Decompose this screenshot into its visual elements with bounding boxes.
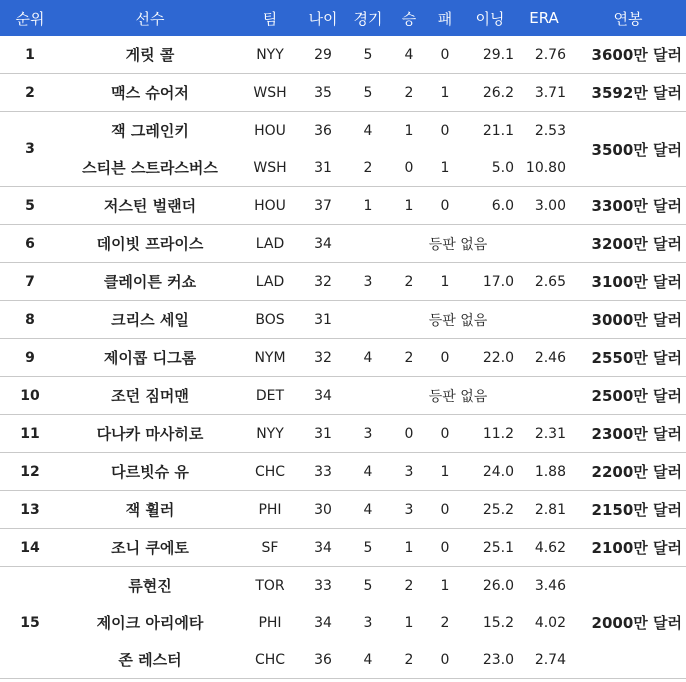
table-row <box>0 339 686 377</box>
table-row <box>0 453 686 491</box>
team-cell: NYY <box>240 36 300 74</box>
player-name: 잭 그레인키 <box>111 122 189 140</box>
losses-cell: 2 <box>440 614 450 631</box>
no-record-cell: 등판 없음 <box>346 377 570 415</box>
table-row <box>0 74 686 112</box>
age-cell: 31 <box>300 149 346 187</box>
salary-cell: 3300만 달러 <box>570 187 686 225</box>
rank-cell: 2 <box>0 74 60 112</box>
age-cell: 34 <box>314 614 332 631</box>
losses-cell: 0 <box>428 339 462 377</box>
wins-cell: 2 <box>390 641 428 679</box>
wins-cell: 1 <box>390 529 428 567</box>
rank-cell: 11 <box>0 415 60 453</box>
rank-cell: 13 <box>0 491 60 529</box>
table-row <box>0 112 686 150</box>
innings-cell: 25.1 <box>462 529 518 567</box>
rank-cell: 5 <box>0 187 60 225</box>
losses-cell: 1 <box>428 453 462 491</box>
rank-cell: 15 <box>0 567 60 679</box>
innings-cell: 26.2 <box>462 74 518 112</box>
header-row <box>0 0 686 36</box>
wins-cell: 2 <box>404 577 414 594</box>
games-cell: 5 <box>363 577 373 594</box>
player-name: 존 레스터 <box>60 641 240 679</box>
player-name: 맥스 슈어저 <box>60 74 240 112</box>
wins-cell: 3 <box>390 491 428 529</box>
innings-cell: 25.2 <box>462 491 518 529</box>
games-cell: 4 <box>346 453 390 491</box>
team-cell: TOR <box>255 577 285 594</box>
header-salary: 연봉 <box>570 0 686 36</box>
team-cell: SF <box>240 529 300 567</box>
age-cell: 31 <box>300 415 346 453</box>
salary-cell: 3500만 달러 <box>570 112 686 187</box>
era-cell: 2.65 <box>518 263 570 301</box>
table-row <box>0 529 686 567</box>
player-name: 다나카 마사히로 <box>60 415 240 453</box>
table-row <box>0 377 686 415</box>
wins-cell: 2 <box>390 339 428 377</box>
innings-cell: 5.0 <box>462 149 518 187</box>
losses-cell: 0 <box>428 187 462 225</box>
table-row <box>0 263 686 301</box>
games-cell: 3 <box>346 263 390 301</box>
team-cell: WSH <box>240 149 300 187</box>
losses-cell: 0 <box>440 122 450 139</box>
age-cell: 36 <box>314 122 332 139</box>
team-cell: NYM <box>240 339 300 377</box>
age-cell: 33 <box>314 577 332 594</box>
team-cell: HOU <box>240 187 300 225</box>
games-cell: 2 <box>346 149 390 187</box>
team-cell: PHI <box>240 491 300 529</box>
losses-cell: 0 <box>428 36 462 74</box>
innings-cell: 24.0 <box>462 453 518 491</box>
era-cell: 2.74 <box>518 641 570 679</box>
player-name: 클레이튼 커쇼 <box>60 263 240 301</box>
header-losses: 패 <box>428 0 462 36</box>
innings-cell: 26.0 <box>482 577 514 594</box>
era-cell: 4.62 <box>518 529 570 567</box>
losses-cell: 0 <box>428 641 462 679</box>
innings-cell: 21.1 <box>482 122 514 139</box>
age-cell: 35 <box>300 74 346 112</box>
player-name: 제이콥 디그롬 <box>60 339 240 377</box>
table-row <box>0 225 686 263</box>
era-cell: 2.53 <box>534 122 566 139</box>
table-row <box>0 36 686 74</box>
team-cell: WSH <box>240 74 300 112</box>
innings-cell: 15.2 <box>482 614 514 631</box>
innings-cell: 11.2 <box>462 415 518 453</box>
games-cell: 5 <box>346 529 390 567</box>
table-row <box>0 187 686 225</box>
rank-cell: 9 <box>0 339 60 377</box>
innings-cell: 22.0 <box>462 339 518 377</box>
era-cell: 10.80 <box>518 149 570 187</box>
games-cell: 4 <box>346 339 390 377</box>
games-cell: 4 <box>346 641 390 679</box>
era-cell: 2.81 <box>518 491 570 529</box>
header-age: 나이 <box>300 0 346 36</box>
table-body <box>0 36 686 679</box>
age-cell: 34 <box>300 377 346 415</box>
team-cell: LAD <box>240 225 300 263</box>
table-row <box>0 567 686 605</box>
rank-cell: 12 <box>0 453 60 491</box>
wins-cell: 1 <box>404 122 414 139</box>
age-cell: 37 <box>300 187 346 225</box>
player-name: 다르빗슈 유 <box>60 453 240 491</box>
wins-cell: 3 <box>390 453 428 491</box>
player-name: 제이크 아리에타 <box>96 614 204 632</box>
team-cell: HOU <box>254 122 286 139</box>
innings-cell: 29.1 <box>462 36 518 74</box>
player-name: 잭 휠러 <box>60 491 240 529</box>
losses-cell: 1 <box>428 149 462 187</box>
losses-cell: 0 <box>428 491 462 529</box>
rank-cell: 3 <box>0 112 60 187</box>
age-cell: 34 <box>300 529 346 567</box>
wins-cell: 4 <box>390 36 428 74</box>
salary-cell: 2000만 달러 <box>570 567 686 679</box>
games-cell: 1 <box>346 187 390 225</box>
rank-cell: 7 <box>0 263 60 301</box>
losses-cell: 1 <box>428 74 462 112</box>
era-cell: 2.46 <box>518 339 570 377</box>
rank-cell: 8 <box>0 301 60 339</box>
team-cell: CHC <box>240 453 300 491</box>
salary-cell: 2100만 달러 <box>570 529 686 567</box>
wins-cell: 1 <box>404 614 414 631</box>
salary-cell: 2300만 달러 <box>570 415 686 453</box>
salary-cell: 2200만 달러 <box>570 453 686 491</box>
salary-cell: 3200만 달러 <box>570 225 686 263</box>
team-cell: BOS <box>240 301 300 339</box>
player-name: 데이빗 프라이스 <box>60 225 240 263</box>
games-cell: 5 <box>346 36 390 74</box>
table-row <box>0 301 686 339</box>
team-cell: NYY <box>240 415 300 453</box>
team-cell: CHC <box>240 641 300 679</box>
salary-cell: 3000만 달러 <box>570 301 686 339</box>
age-cell: 30 <box>300 491 346 529</box>
team-cell: LAD <box>240 263 300 301</box>
table-row <box>0 415 686 453</box>
no-record-cell: 등판 없음 <box>346 301 570 339</box>
age-cell: 29 <box>300 36 346 74</box>
era-cell: 3.46 <box>534 577 566 594</box>
header-team: 팀 <box>240 0 300 36</box>
salary-cell: 3100만 달러 <box>570 263 686 301</box>
games-cell: 4 <box>363 122 373 139</box>
rank-cell: 14 <box>0 529 60 567</box>
age-cell: 31 <box>300 301 346 339</box>
player-name: 스티븐 스트라스버스 <box>60 149 240 187</box>
innings-cell: 23.0 <box>462 641 518 679</box>
player-name: 류현진 <box>128 577 172 595</box>
salary-cell: 2550만 달러 <box>570 339 686 377</box>
header-rank: 순위 <box>0 0 60 36</box>
innings-cell: 17.0 <box>462 263 518 301</box>
team-cell: PHI <box>258 614 282 631</box>
no-record-cell: 등판 없음 <box>346 225 570 263</box>
header-wins: 승 <box>390 0 428 36</box>
team-cell: DET <box>240 377 300 415</box>
rank-cell: 6 <box>0 225 60 263</box>
salary-cell: 2150만 달러 <box>570 491 686 529</box>
player-name: 조니 쿠에토 <box>60 529 240 567</box>
era-cell: 3.00 <box>518 187 570 225</box>
header-era: ERA <box>518 0 570 36</box>
losses-cell: 1 <box>440 577 450 594</box>
player-name: 크리스 세일 <box>60 301 240 339</box>
salary-cell: 3592만 달러 <box>570 74 686 112</box>
wins-cell: 1 <box>390 187 428 225</box>
salary-cell: 3600만 달러 <box>570 36 686 74</box>
wins-cell: 0 <box>390 415 428 453</box>
era-cell: 3.71 <box>518 74 570 112</box>
age-cell: 33 <box>300 453 346 491</box>
player-name: 조던 짐머맨 <box>60 377 240 415</box>
rank-cell: 10 <box>0 377 60 415</box>
losses-cell: 0 <box>428 529 462 567</box>
player-name: 게릿 콜 <box>60 36 240 74</box>
games-cell: 3 <box>346 415 390 453</box>
era-cell: 4.02 <box>534 614 566 631</box>
wins-cell: 2 <box>390 263 428 301</box>
rank-cell: 1 <box>0 36 60 74</box>
header-player: 선수 <box>60 0 240 36</box>
games-cell: 5 <box>346 74 390 112</box>
age-cell: 34 <box>300 225 346 263</box>
header-innings: 이닝 <box>462 0 518 36</box>
age-cell: 36 <box>300 641 346 679</box>
losses-cell: 0 <box>428 415 462 453</box>
games-cell: 4 <box>346 491 390 529</box>
era-cell: 1.88 <box>518 453 570 491</box>
age-cell: 32 <box>300 263 346 301</box>
age-cell: 32 <box>300 339 346 377</box>
innings-cell: 6.0 <box>462 187 518 225</box>
era-cell: 2.31 <box>518 415 570 453</box>
player-name: 저스틴 벌랜더 <box>60 187 240 225</box>
table-row <box>0 491 686 529</box>
wins-cell: 2 <box>390 74 428 112</box>
games-cell: 3 <box>363 614 373 631</box>
wins-cell: 0 <box>390 149 428 187</box>
salary-cell: 2500만 달러 <box>570 377 686 415</box>
header-games: 경기 <box>346 0 390 36</box>
losses-cell: 1 <box>428 263 462 301</box>
era-cell: 2.76 <box>518 36 570 74</box>
